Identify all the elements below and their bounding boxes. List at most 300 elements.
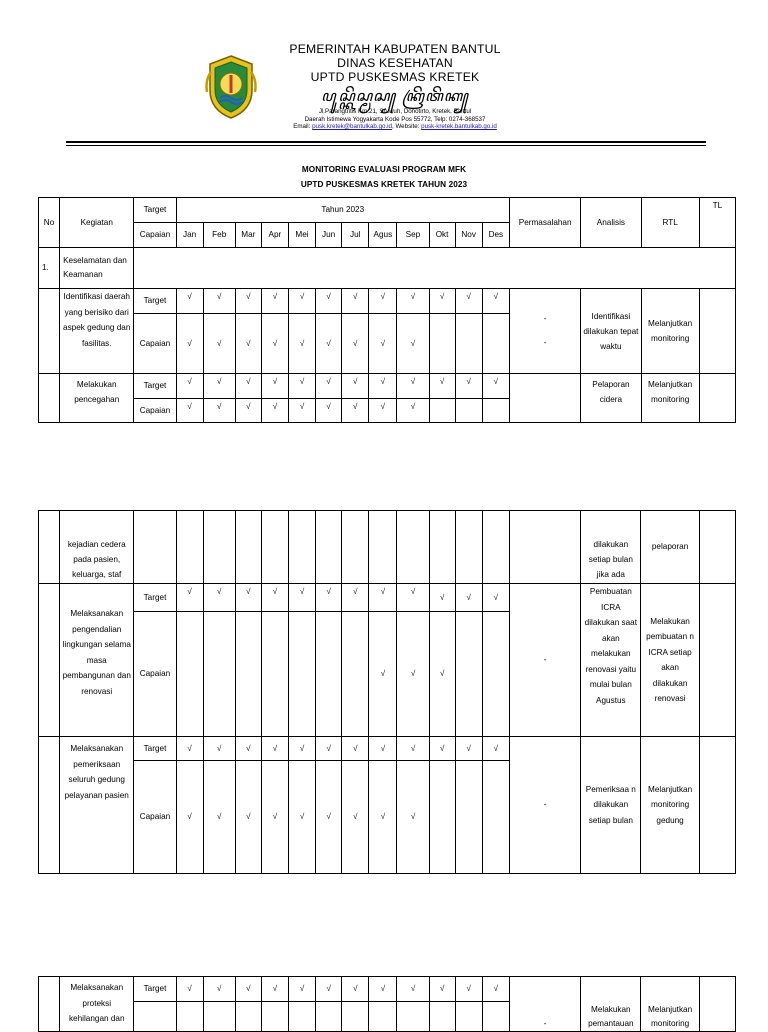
check-mark-icon: √ <box>272 338 278 348</box>
row3-target-check <box>455 584 482 612</box>
check-mark-icon: √ <box>217 743 222 753</box>
check-mark-icon: √ <box>326 377 331 386</box>
row4-target-check <box>261 737 288 761</box>
row3-capaian-check <box>482 612 509 737</box>
row4-capaian-check <box>261 761 288 874</box>
row3-target-check <box>203 584 235 612</box>
check-mark-icon: √ <box>246 402 251 411</box>
check-mark-icon: √ <box>410 377 416 386</box>
row1-tl <box>699 289 735 374</box>
empty-cell <box>261 1002 288 1032</box>
letterhead-text <box>240 42 550 131</box>
row4-kegiatan: Melaksanakan pemeriksaan seluruh gedung pelayanan pasien <box>60 737 134 874</box>
header-month-jun: Jun <box>316 223 342 248</box>
row1-capaian-check <box>397 314 429 374</box>
empty-cell <box>203 1002 235 1032</box>
row1-target-check <box>429 289 455 314</box>
row4-tl <box>699 737 735 874</box>
row4-target-check <box>289 737 316 761</box>
row5-target-check <box>176 977 203 1002</box>
row1-analisis: Identifikasi dilakukan tepat waktu <box>581 289 641 374</box>
header-month-mar: Mar <box>235 223 261 248</box>
empty-cell <box>176 511 203 584</box>
check-mark-icon: √ <box>493 743 499 753</box>
row3-no <box>39 584 60 737</box>
row4-target-check <box>235 737 261 761</box>
empty-cell <box>289 511 316 584</box>
header-month-jul: Jul <box>342 223 369 248</box>
row4-target-check <box>342 737 369 761</box>
check-mark-icon: √ <box>299 292 305 301</box>
row4-no <box>39 737 60 874</box>
check-mark-icon: √ <box>272 292 278 301</box>
row3-target-check <box>369 584 397 612</box>
check-mark-icon: √ <box>466 377 471 386</box>
check-mark-icon: √ <box>466 984 471 994</box>
header-month-sep: Sep <box>397 223 429 248</box>
empty-cell <box>235 1002 261 1032</box>
empty-cell <box>369 511 397 584</box>
header-permasalahan: Permasalahan <box>510 198 581 248</box>
row5-target-check <box>455 977 482 1002</box>
row1-capaian-check <box>342 314 369 374</box>
row1-target-label: Target <box>134 289 176 314</box>
check-mark-icon: √ <box>380 402 386 411</box>
row2-permasalahan <box>510 374 581 423</box>
empty-cell <box>397 511 429 584</box>
row4-target-label: Target <box>134 737 176 761</box>
monitoring-table-part-2 <box>38 510 736 874</box>
check-mark-icon: √ <box>380 669 386 679</box>
check-mark-icon: √ <box>246 587 251 596</box>
row3-target-check <box>397 584 429 612</box>
check-mark-icon: √ <box>326 338 331 348</box>
check-mark-icon: √ <box>187 402 192 411</box>
row3-target-check <box>342 584 369 612</box>
check-mark-icon: √ <box>439 377 445 386</box>
check-mark-icon: √ <box>299 984 305 994</box>
row4-capaian-check <box>429 761 455 874</box>
row2-target-label: Target <box>134 374 176 399</box>
row2-no <box>39 374 60 423</box>
row2-capaian-check <box>235 399 261 423</box>
row1-capaian-check <box>261 314 288 374</box>
check-mark-icon: √ <box>187 377 192 386</box>
check-mark-icon: √ <box>410 587 416 596</box>
check-mark-icon: √ <box>410 338 416 348</box>
row2-tl <box>699 374 735 423</box>
header-month-jan: Jan <box>176 223 203 248</box>
check-mark-icon: √ <box>217 812 222 822</box>
row4-capaian-check <box>342 761 369 874</box>
row2-cont-permasalahan <box>509 511 580 584</box>
check-mark-icon: √ <box>353 402 358 411</box>
row3-target-check <box>429 584 455 612</box>
row1-target-check <box>203 289 235 314</box>
row2-target-check <box>455 374 482 399</box>
row5-target-check <box>342 977 369 1002</box>
row3-permasalahan: - <box>509 584 580 737</box>
check-mark-icon: √ <box>326 402 331 411</box>
row2-target-check <box>369 374 397 399</box>
row3-target-check <box>235 584 261 612</box>
row3-capaian-check <box>397 612 429 737</box>
row1-capaian-check <box>429 314 455 374</box>
row3-target-label: Target <box>134 584 176 612</box>
row1-capaian-check <box>482 314 509 374</box>
check-mark-icon: √ <box>353 292 358 301</box>
row2-capaian-check <box>482 399 509 423</box>
check-mark-icon: √ <box>466 592 471 602</box>
row3-capaian-check <box>261 612 288 737</box>
check-mark-icon: √ <box>272 984 278 994</box>
row4-target-check <box>482 737 509 761</box>
check-mark-icon: √ <box>246 984 251 994</box>
header-target: Target <box>134 198 176 223</box>
header-capaian: Capaian <box>134 223 176 248</box>
row1-target-check <box>342 289 369 314</box>
check-mark-icon: √ <box>410 812 416 822</box>
check-mark-icon: √ <box>246 292 251 301</box>
row4-capaian-check <box>316 761 342 874</box>
check-mark-icon: √ <box>380 587 386 596</box>
check-mark-icon: √ <box>466 743 471 753</box>
header-month-mei: Mei <box>288 223 315 248</box>
row2-cont-label <box>134 511 176 584</box>
check-mark-icon: √ <box>187 292 192 301</box>
header-rtl: RTL <box>641 198 699 248</box>
check-mark-icon: √ <box>217 402 222 411</box>
row1-capaian-check <box>203 314 235 374</box>
row1-target-check <box>369 289 397 314</box>
row4-capaian-check <box>397 761 429 874</box>
row1-capaian-check <box>176 314 203 374</box>
check-mark-icon: √ <box>353 984 358 994</box>
monitoring-table-part-1 <box>38 197 736 423</box>
row2-kegiatan-continued: kejadian cedera pada pasien, keluarga, staf <box>60 511 134 584</box>
check-mark-icon: √ <box>217 984 222 994</box>
header-tahun: Tahun 2023 <box>176 198 509 223</box>
row2-capaian-check <box>316 399 342 423</box>
check-mark-icon: √ <box>272 377 278 386</box>
check-mark-icon: √ <box>187 743 192 753</box>
empty-cell <box>261 511 288 584</box>
row1-target-check <box>397 289 429 314</box>
check-mark-icon: √ <box>187 984 192 994</box>
row4-capaian-check <box>455 761 482 874</box>
row2-target-check <box>203 374 235 399</box>
check-mark-icon: √ <box>380 743 386 753</box>
row1-capaian-check <box>369 314 397 374</box>
check-mark-icon: √ <box>493 592 499 602</box>
check-mark-icon: √ <box>217 292 222 301</box>
row2-capaian-check <box>288 399 315 423</box>
check-mark-icon: √ <box>380 984 386 994</box>
row3-analisis: Pembuatan ICRA dilakukan saat akan melakukan renovasi yaitu mulai bulan Agustus <box>581 584 641 737</box>
check-mark-icon: √ <box>299 587 305 596</box>
row5-target-check <box>397 977 429 1002</box>
row5-no <box>39 977 60 1032</box>
row1-rtl: Melanjutkan monitoring <box>641 289 699 374</box>
check-mark-icon: √ <box>299 338 305 348</box>
letterhead <box>200 42 580 142</box>
row4-capaian-check <box>203 761 235 874</box>
header-month-apr: Apr <box>261 223 288 248</box>
empty-cell <box>176 1002 203 1032</box>
check-mark-icon: √ <box>326 292 331 301</box>
empty-cell <box>203 511 235 584</box>
header-month-nov: Nov <box>455 223 482 248</box>
row3-capaian-check <box>289 612 316 737</box>
row2-target-check <box>288 374 315 399</box>
row3-capaian-check <box>369 612 397 737</box>
row4-target-check <box>429 737 455 761</box>
check-mark-icon: √ <box>187 812 192 822</box>
row3-tl <box>699 584 735 737</box>
check-mark-icon: √ <box>299 812 305 822</box>
row2-capaian-check <box>176 399 203 423</box>
row5-target-check <box>289 977 316 1002</box>
check-mark-icon: √ <box>410 292 416 301</box>
letterhead-divider-thick <box>66 141 706 143</box>
empty-cell <box>342 1002 369 1032</box>
check-mark-icon: √ <box>272 587 278 596</box>
row3-capaian-check <box>455 612 482 737</box>
row5-target-check <box>203 977 235 1002</box>
javanese-script-name: ꦥꦸꦱ꧀ꦏꦼꦱ꧀ꦩꦱ꧀ ꦏꦿꦼꦠꦼꦏ꧀ <box>321 87 469 105</box>
row2-capaian-check <box>455 399 482 423</box>
row5-permasalahan: - <box>509 977 580 1032</box>
check-mark-icon: √ <box>439 984 445 994</box>
row5-kegiatan: Melaksanakan proteksi kehilangan dan <box>60 977 134 1032</box>
row5-target-check <box>429 977 455 1002</box>
check-mark-icon: √ <box>299 402 305 411</box>
header-month-feb: Feb <box>203 223 235 248</box>
check-mark-icon: √ <box>439 669 445 679</box>
contact-line <box>240 123 550 131</box>
row3-target-check <box>261 584 288 612</box>
check-mark-icon: √ <box>380 292 386 301</box>
address-line-1: Jl.Parangtritis Km.21, Sruwuh, Donotirto, Kretek, Bantul <box>318 108 472 115</box>
email-label: Email: <box>293 123 313 131</box>
section-no: 1. <box>39 248 60 289</box>
row4-capaian-check <box>289 761 316 874</box>
empty-cell <box>429 1002 455 1032</box>
website-link[interactable]: pusk-kretek.bantulkab.go.id <box>421 123 497 131</box>
row2-target-check <box>397 374 429 399</box>
check-mark-icon: √ <box>272 743 278 753</box>
row3-capaian-check <box>342 612 369 737</box>
check-mark-icon: √ <box>246 377 251 386</box>
row4-rtl: Melanjutkan monitoring gedung <box>641 737 699 874</box>
check-mark-icon: √ <box>493 292 499 301</box>
header-month-agus: Agus <box>369 223 397 248</box>
row2-capaian-check <box>203 399 235 423</box>
row4-target-check <box>369 737 397 761</box>
header-analisis: Analisis <box>581 198 641 248</box>
website-label: , Website: <box>392 123 422 131</box>
check-mark-icon: √ <box>353 587 358 596</box>
check-mark-icon: √ <box>217 587 222 596</box>
check-mark-icon: √ <box>380 338 386 348</box>
check-mark-icon: √ <box>353 743 358 753</box>
check-mark-icon: √ <box>493 984 499 994</box>
check-mark-icon: √ <box>246 812 251 822</box>
row1-capaian-check <box>455 314 482 374</box>
row2-target-check <box>235 374 261 399</box>
row3-capaian-check <box>429 612 455 737</box>
row5-tl <box>699 977 735 1032</box>
row3-capaian-check <box>235 612 261 737</box>
row4-target-check <box>397 737 429 761</box>
row1-capaian-check <box>316 314 342 374</box>
row5-target-check <box>482 977 509 1002</box>
row2-kegiatan: Melakukan pencegahan <box>60 374 134 423</box>
check-mark-icon: √ <box>246 743 251 753</box>
row2-target-check <box>429 374 455 399</box>
row3-capaian-check <box>176 612 203 737</box>
row1-target-check <box>316 289 342 314</box>
check-mark-icon: √ <box>187 587 192 596</box>
row2-rtl: Melanjutkan monitoring <box>641 374 699 423</box>
row4-target-check <box>176 737 203 761</box>
empty-cell <box>289 1002 316 1032</box>
row5-target-check <box>369 977 397 1002</box>
row1-target-check <box>482 289 509 314</box>
empty-cell <box>316 1002 342 1032</box>
check-mark-icon: √ <box>326 812 331 822</box>
check-mark-icon: √ <box>246 338 251 348</box>
row3-target-check <box>482 584 509 612</box>
email-link[interactable]: pusk.kretek@bantulkab.go.id <box>312 123 393 131</box>
row2-target-check <box>316 374 342 399</box>
check-mark-icon: √ <box>217 377 222 386</box>
row2-target-check <box>261 374 288 399</box>
empty-cell <box>455 511 482 584</box>
row3-kegiatan: Melaksanakan pengendalian lingkungan selama masa pembangunan dan renovasi <box>60 584 134 737</box>
check-mark-icon: √ <box>326 743 331 753</box>
row4-analisis: Pemeriksaa n dilakukan setiap bulan <box>581 737 641 874</box>
check-mark-icon: √ <box>217 338 222 348</box>
empty-cell <box>482 1002 509 1032</box>
check-mark-icon: √ <box>326 984 331 994</box>
row5-capaian-label <box>134 1002 176 1032</box>
check-mark-icon: √ <box>439 592 445 602</box>
check-mark-icon: √ <box>299 377 305 386</box>
row3-target-check <box>316 584 342 612</box>
row3-capaian-label: Capaian <box>134 612 176 737</box>
check-mark-icon: √ <box>439 292 445 301</box>
row1-target-check <box>176 289 203 314</box>
row2-target-check <box>176 374 203 399</box>
check-mark-icon: √ <box>493 377 499 386</box>
check-mark-icon: √ <box>272 812 278 822</box>
department-name: DINAS KESEHATAN <box>337 56 453 70</box>
row3-capaian-check <box>203 612 235 737</box>
row4-capaian-check <box>482 761 509 874</box>
check-mark-icon: √ <box>326 587 331 596</box>
header-kegiatan: Kegiatan <box>60 198 134 248</box>
row3-rtl: Melakukan pembuatan n ICRA setiap akan dilakukan renovasi <box>641 584 699 737</box>
empty-cell <box>482 511 509 584</box>
header-tl: TL <box>699 198 735 248</box>
row1-permasalahan-dash-1: - <box>543 314 547 323</box>
row2-capaian-label: Capaian <box>134 399 176 423</box>
row4-capaian-check <box>176 761 203 874</box>
institution-name: UPTD PUSKESMAS KRETEK <box>310 70 480 84</box>
check-mark-icon: √ <box>410 743 416 753</box>
header-no: No <box>39 198 60 248</box>
check-mark-icon: √ <box>380 377 386 386</box>
check-mark-icon: √ <box>466 292 471 301</box>
row4-permasalahan: - <box>509 737 580 874</box>
row2-capaian-check <box>342 399 369 423</box>
row5-target-check <box>235 977 261 1002</box>
row1-permasalahan-dash-2: - <box>543 338 547 347</box>
row3-capaian-check <box>316 612 342 737</box>
row3-target-check <box>289 584 316 612</box>
row3-target-check <box>176 584 203 612</box>
row2-capaian-check <box>369 399 397 423</box>
empty-cell <box>342 511 369 584</box>
document-title-line-1: MONITORING EVALUASI PROGRAM MFK <box>301 165 467 174</box>
row2-rtl-continued: pelaporan <box>641 511 699 584</box>
row5-target-label: Target <box>134 977 176 1002</box>
row2-capaian-check <box>397 399 429 423</box>
row5-target-check <box>261 977 288 1002</box>
empty-cell <box>369 1002 397 1032</box>
check-mark-icon: √ <box>272 402 278 411</box>
row4-capaian-check <box>369 761 397 874</box>
section-name: Keselamatan dan Keamanan <box>60 248 134 289</box>
row2-cont-tl <box>699 511 735 584</box>
row2-cont-no <box>39 511 60 584</box>
check-mark-icon: √ <box>410 984 416 994</box>
check-mark-icon: √ <box>353 812 358 822</box>
check-mark-icon: √ <box>353 338 358 348</box>
row2-capaian-check <box>429 399 455 423</box>
row4-target-check <box>455 737 482 761</box>
empty-cell <box>455 1002 482 1032</box>
row2-analisis: Pelaporan cidera <box>581 374 641 423</box>
check-mark-icon: √ <box>410 669 416 679</box>
check-mark-icon: √ <box>439 743 445 753</box>
header-month-des: Des <box>482 223 509 248</box>
row1-permasalahan <box>510 289 581 374</box>
row1-target-check <box>455 289 482 314</box>
row2-target-check <box>342 374 369 399</box>
row1-target-check <box>235 289 261 314</box>
row1-no <box>39 289 60 374</box>
row5-rtl: Melanjutkan monitoring <box>641 977 699 1032</box>
document-title-line-2: UPTD PUSKESMAS KRETEK TAHUN 2023 <box>300 180 468 189</box>
row4-target-check <box>203 737 235 761</box>
row1-target-check <box>261 289 288 314</box>
letterhead-divider-thin <box>66 145 706 146</box>
check-mark-icon: √ <box>380 812 386 822</box>
row4-capaian-label: Capaian <box>134 761 176 874</box>
row2-analisis-continued: dilakukan setiap bulan jika ada <box>581 511 641 584</box>
government-name: PEMERINTAH KABUPATEN BANTUL <box>289 42 501 56</box>
empty-cell <box>429 511 455 584</box>
empty-cell <box>316 511 342 584</box>
check-mark-icon: √ <box>187 338 192 348</box>
check-mark-icon: √ <box>353 377 358 386</box>
check-mark-icon: √ <box>299 743 305 753</box>
section-empty-cells <box>134 248 736 289</box>
row1-capaian-label: Capaian <box>134 314 176 374</box>
empty-cell <box>397 1002 429 1032</box>
